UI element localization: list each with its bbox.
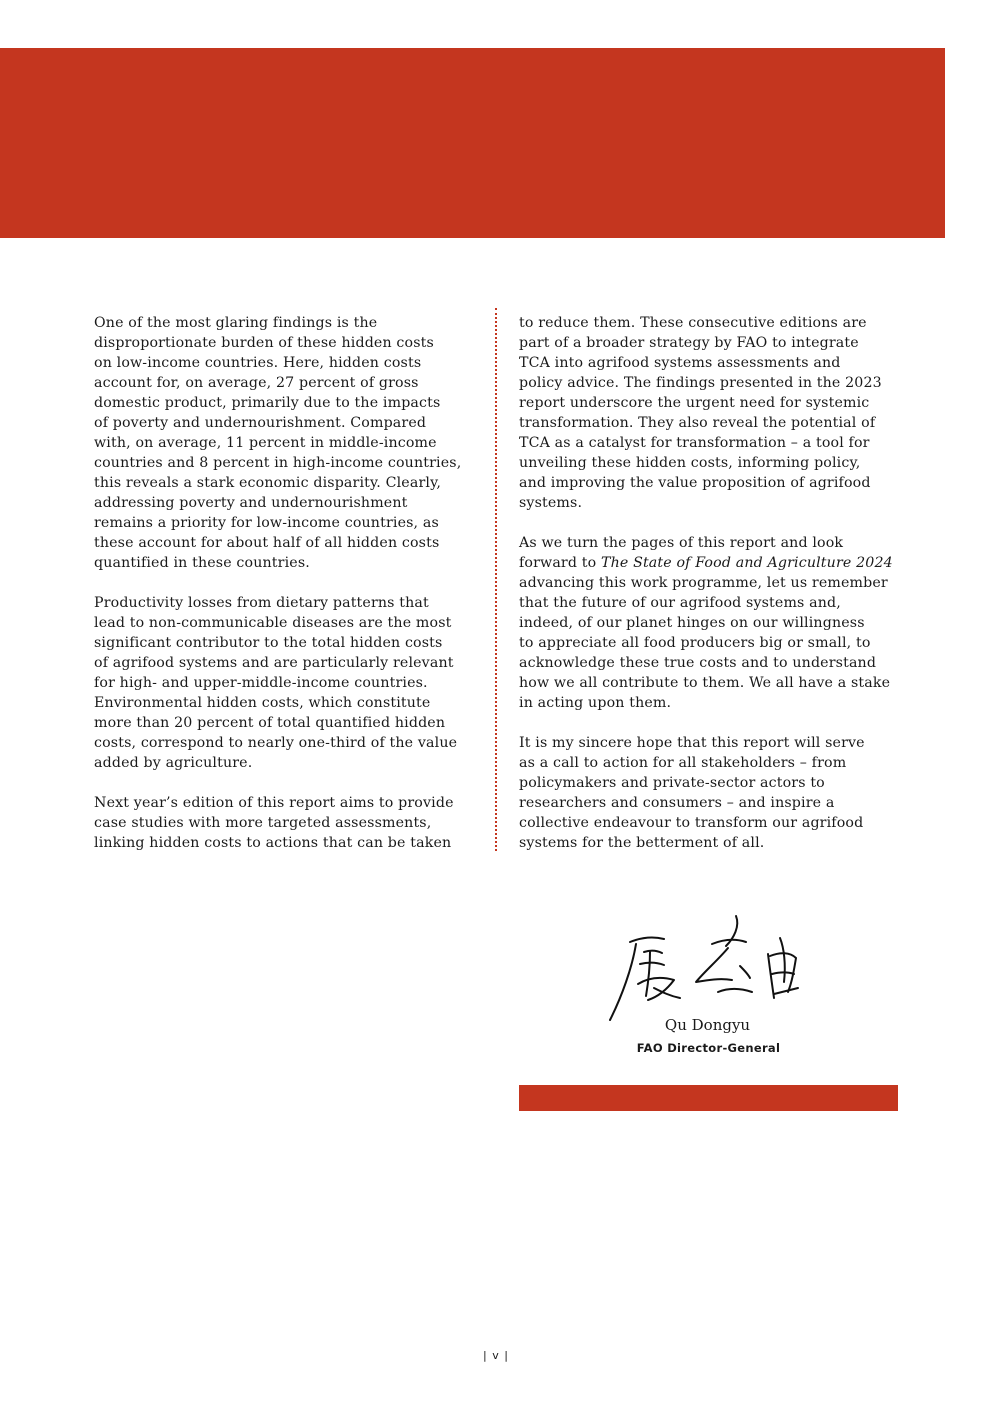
signatory-title: FAO Director-General xyxy=(636,1041,781,1055)
column-divider xyxy=(495,308,497,851)
paragraph xyxy=(519,533,899,713)
paragraph-text: As we turn the pages of this report and look forward to xyxy=(519,535,844,571)
paragraph-text: advancing this work programme, let us remember that the future of our agrifood systems and, indeed, of our planet hinges on our willingness to appreciate all food producers big or small, to acknowledge these true costs and to understand how we all contribute to them. We all have a stake in acting upon them. xyxy=(519,575,891,711)
paragraph: Productivity losses from dietary patterns that lead to non-communicable diseases are the most significant contributor to the total hidden costs of agrifood systems and are particularly relevant for high- and upper-middle-income countries. Environmental hidden costs, which constitute more than 20 percent of total quantified hidden costs, correspond to nearly one-third of the value added by agriculture. xyxy=(94,595,458,771)
signatory-name: Qu Dongyu xyxy=(664,1016,751,1034)
paragraph: It is my sincere hope that this report will serve as a call to action for all stakeholders – from policymakers and private-sector actors to researchers and consumers – and inspire a collective endeavour to transform our agrifood systems for the betterment of all. xyxy=(519,735,865,851)
paragraph: One of the most glaring findings is the disproportionate burden of these hidden costs on low-income countries. Here, hidden costs account for, on average, 27 percent of gross domestic product, primarily due to the impacts of poverty and undernourishment. Compared with, on average, 11 percent in middle-income countries and 8 percent in high-income countries, this reveals a stark economic disparity. Clearly, addressing poverty and undernourishment remains a priority for low-income countries, as these account for about half of all hidden costs quantified in these countries. xyxy=(94,315,462,571)
report-title: The State of Food and Agriculture 2024 xyxy=(600,555,893,571)
footer-accent-bar xyxy=(519,1085,898,1111)
page-number: | v | xyxy=(483,1349,509,1362)
paragraph: Next year’s edition of this report aims to provide case studies with more targeted assessments, linking hidden costs to actions that can be taken xyxy=(94,795,454,851)
header-banner xyxy=(0,48,945,238)
handwritten-signature xyxy=(600,908,815,1026)
paragraph: to reduce them. These consecutive editions are part of a broader strategy by FAO to integrate TCA into agrifood systems assessments and policy advice. The findings presented in the 2023 report underscore the urgent need for systemic transformation. They also reveal the potential of TCA as a catalyst for transformation – a tool for unveiling these hidden costs, informing policy, and improving the value proposition of agrifood systems. xyxy=(519,315,882,511)
right-column xyxy=(519,313,899,853)
left-column xyxy=(94,313,469,853)
